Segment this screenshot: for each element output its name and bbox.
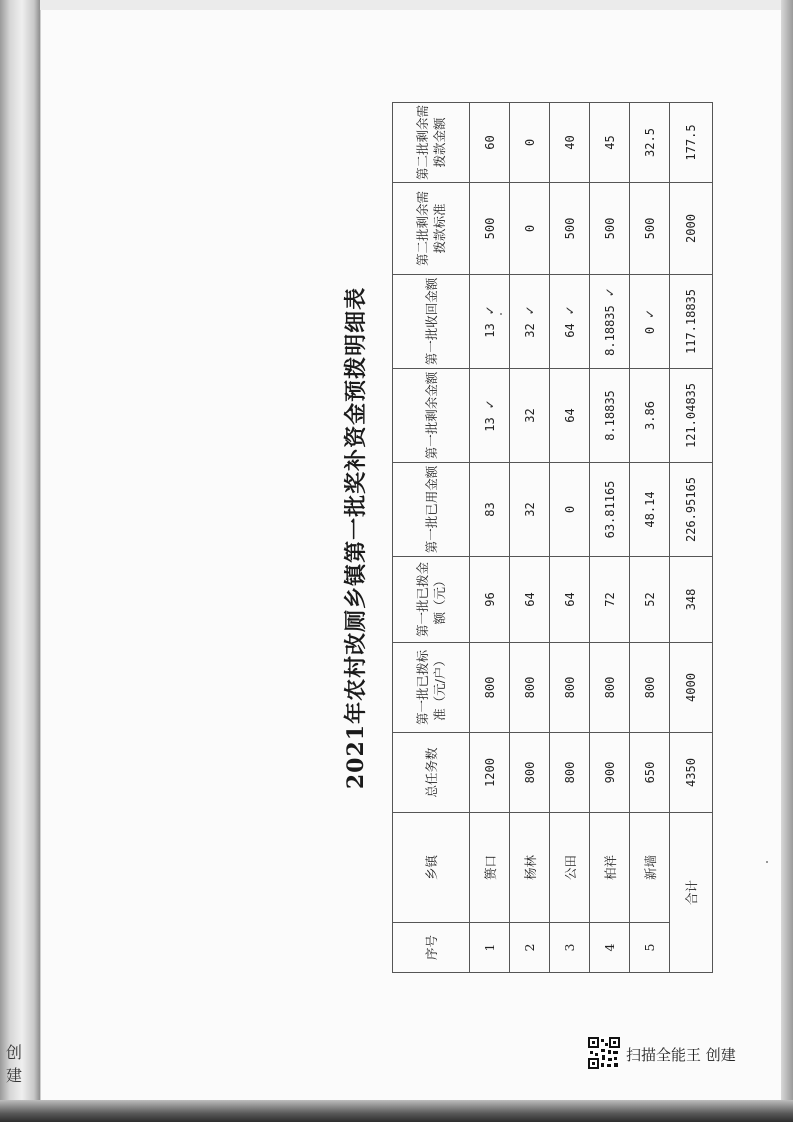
- total-label: 合计: [670, 813, 713, 973]
- cell-amt2: 40: [550, 103, 590, 183]
- check-mark-icon: ✓: [482, 399, 497, 410]
- header-remain1: 第一批剩余金额: [393, 369, 470, 463]
- document-title: 2021年农村改厕乡镇第一批奖补资金预拨明细表: [343, 286, 369, 790]
- check-mark-icon: ✓: [522, 305, 537, 316]
- header-recov1: 第一批收回金额: [393, 275, 470, 369]
- cell-no: 4: [590, 923, 630, 973]
- scan-speck: [766, 861, 768, 863]
- cell-used1: 83: [470, 463, 510, 557]
- cell-tasks: 800: [550, 733, 590, 813]
- qr-code-icon: [588, 1037, 620, 1069]
- cell-amt1: 52: [630, 557, 670, 643]
- cell-value: 0: [642, 326, 657, 335]
- total-std1: 4000: [670, 643, 713, 733]
- header-std2: 第二批剩余需拨款标准: [393, 183, 470, 275]
- allocation-table: [392, 102, 713, 973]
- cell-recov1: [590, 275, 630, 369]
- cell-tasks: 650: [630, 733, 670, 813]
- cell-std1: 800: [510, 643, 550, 733]
- rotated-document: [328, 103, 699, 973]
- cell-amt2: 32.5: [630, 103, 670, 183]
- cell-value: 13: [482, 323, 497, 338]
- total-remain1: 121.04835: [670, 369, 713, 463]
- cell-recov1: [550, 275, 590, 369]
- left-margin-text: 创建: [6, 1043, 25, 1085]
- cell-amt2: 0: [510, 103, 550, 183]
- check-mark-icon: ✓: [482, 305, 497, 316]
- cell-amt1: 64: [510, 557, 550, 643]
- cell-std1: 800: [630, 643, 670, 733]
- cell-value: 8.18835: [602, 305, 617, 356]
- header-town: 乡镇: [393, 813, 470, 923]
- cell-amt1: 72: [590, 557, 630, 643]
- cell-std2: 500: [550, 183, 590, 275]
- cell-no: 1: [470, 923, 510, 973]
- cell-std2: 500: [630, 183, 670, 275]
- total-used1: 226.95165: [670, 463, 713, 557]
- cell-town: 篑口: [470, 813, 510, 923]
- cell-remain1: [470, 369, 510, 463]
- cell-used1: 63.81165: [590, 463, 630, 557]
- header-std1: 第一批已拨标准（元/户）: [393, 643, 470, 733]
- cell-no: 3: [550, 923, 590, 973]
- total-amt1: 348: [670, 557, 713, 643]
- cell-value: 13: [482, 417, 497, 432]
- cell-used1: 48.14: [630, 463, 670, 557]
- table-row: [510, 103, 550, 973]
- cell-tasks: 800: [510, 733, 550, 813]
- cell-std2: 500: [590, 183, 630, 275]
- check-mark-icon: ✓: [602, 287, 617, 298]
- cell-value: 64: [562, 323, 577, 338]
- cell-amt1: 96: [470, 557, 510, 643]
- cell-amt1: 64: [550, 557, 590, 643]
- cell-remain1: 8.18835: [590, 369, 630, 463]
- header-used1: 第一批已用金额: [393, 463, 470, 557]
- header-amt2: 第二批剩余需拨款金额: [393, 103, 470, 183]
- cell-std1: 800: [590, 643, 630, 733]
- cell-recov1: [630, 275, 670, 369]
- header-no: 序号: [393, 923, 470, 973]
- cell-tasks: 1200: [470, 733, 510, 813]
- table-row: [470, 103, 510, 973]
- scanner-binding-shadow: [0, 0, 40, 1122]
- table-header-row: [393, 103, 470, 973]
- header-tasks: 总任务数: [393, 733, 470, 813]
- cell-std2: 500: [470, 183, 510, 275]
- cell-remain1: 3.86: [630, 369, 670, 463]
- cell-town: 柏祥: [590, 813, 630, 923]
- cell-amt2: 60: [470, 103, 510, 183]
- cell-town: 杨林: [510, 813, 550, 923]
- table-total-row: [670, 103, 713, 973]
- cell-used1: 32: [510, 463, 550, 557]
- cell-remain1: 32: [510, 369, 550, 463]
- cell-recov1: [470, 275, 510, 369]
- cell-std1: 800: [470, 643, 510, 733]
- cell-tasks: 900: [590, 733, 630, 813]
- cell-std1: 800: [550, 643, 590, 733]
- total-tasks: 4350: [670, 733, 713, 813]
- cell-town: 新墙: [630, 813, 670, 923]
- page-right-edge: [781, 0, 793, 1122]
- table-row: [550, 103, 590, 973]
- cell-no: 5: [630, 923, 670, 973]
- check-mark-icon: ✓: [642, 308, 657, 319]
- total-std2: 2000: [670, 183, 713, 275]
- cell-recov1: [510, 275, 550, 369]
- table-row: [590, 103, 630, 973]
- cell-remain1: 64: [550, 369, 590, 463]
- header-amt1: 第一批已拨金额（元）: [393, 557, 470, 643]
- check-mark-icon: ✓: [562, 305, 577, 316]
- scanner-watermark: 扫描全能王 创建: [626, 1046, 736, 1064]
- total-recov1: 117.18835: [670, 275, 713, 369]
- cell-town: 公田: [550, 813, 590, 923]
- cell-std2: 0: [510, 183, 550, 275]
- cell-no: 2: [510, 923, 550, 973]
- total-amt2: 177.5: [670, 103, 713, 183]
- cell-amt2: 45: [590, 103, 630, 183]
- cell-used1: 0: [550, 463, 590, 557]
- cell-value: 32: [522, 323, 537, 338]
- table-row: [630, 103, 670, 973]
- scan-bottom-shadow: [0, 1100, 793, 1122]
